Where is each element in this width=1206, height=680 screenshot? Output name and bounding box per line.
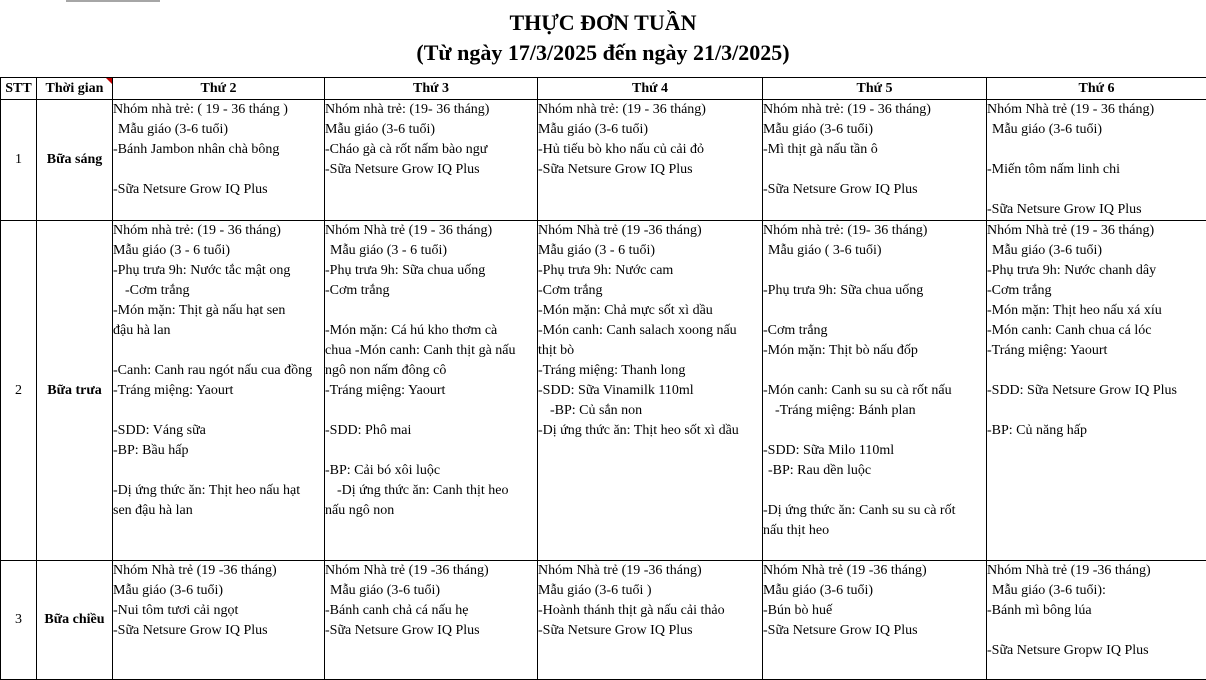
menu-line: -Bánh Jambon nhân chà bông (113, 140, 324, 160)
menu-line: -Món mặn: Thịt heo nấu xá xíu (987, 301, 1206, 321)
meal-name-cell[interactable]: Bữa chiều (37, 561, 113, 680)
menu-line: -BP: Rau dền luộc (763, 461, 986, 481)
menu-line: -SDD: Sữa Netsure Grow IQ Plus (987, 381, 1206, 401)
menu-line: -Hoành thánh thịt gà nấu cải thảo (538, 601, 762, 621)
menu-line: -Sữa Netsure Grow IQ Plus (325, 621, 537, 641)
header-day[interactable]: Thứ 5 (763, 78, 987, 100)
menu-line: Mẫu giáo (3-6 tuổi) (763, 120, 986, 140)
menu-line (763, 261, 986, 281)
menu-line: -Món mặn: Chả mực sốt xì dầu (538, 301, 762, 321)
menu-line: -Sữa Netsure Gropw IQ Plus (987, 641, 1206, 661)
menu-line (113, 401, 324, 421)
header-time-label: Thời gian (46, 81, 104, 96)
menu-line: -Tráng miệng: Thanh long (538, 361, 762, 381)
menu-line: -Mì thịt gà nấu tần ô (763, 140, 986, 160)
menu-line: Nhóm nhà trẻ: (19 - 36 tháng) (763, 100, 986, 120)
menu-line: -Phụ trưa 9h: Sữa chua uống (763, 281, 986, 301)
menu-line (987, 621, 1206, 641)
meal-name-cell[interactable]: Bữa sáng (37, 100, 113, 221)
menu-line: Mẫu giáo (3-6 tuổi) (325, 581, 537, 601)
menu-line: Nhóm Nhà trẻ (19 -36 tháng) (538, 561, 762, 581)
header-day[interactable]: Thứ 3 (325, 78, 538, 100)
menu-line: -Sữa Netsure Grow IQ Plus (113, 621, 324, 641)
menu-cell[interactable] (325, 561, 538, 680)
menu-line: -Dị ứng thức ăn: Canh thịt heo (325, 481, 537, 501)
menu-line (113, 461, 324, 481)
header-day[interactable]: Thứ 6 (987, 78, 1206, 100)
menu-line: -Cơm trắng (987, 281, 1206, 301)
menu-line: Mẫu giáo (3 - 6 tuổi) (113, 241, 324, 261)
menu-line: Mẫu giáo (3-6 tuổi) (987, 241, 1206, 261)
menu-line (325, 301, 537, 321)
menu-line: -Món canh: Canh chua cá lóc (987, 321, 1206, 341)
menu-line: -Sữa Netsure Grow IQ Plus (538, 621, 762, 641)
menu-line: Mẫu giáo (3-6 tuổi) (763, 581, 986, 601)
menu-line: -Tráng miệng: Yaourt (113, 381, 324, 401)
menu-line: nấu ngô non (325, 501, 537, 521)
menu-line: sen đậu hà lan (113, 501, 324, 521)
menu-line (113, 341, 324, 361)
menu-line: Mẫu giáo (3-6 tuổi): (987, 581, 1206, 601)
menu-line: -Sữa Netsure Grow IQ Plus (325, 160, 537, 180)
menu-line: Nhóm Nhà trẻ (19 -36 tháng) (113, 561, 324, 581)
header-day[interactable]: Thứ 2 (113, 78, 325, 100)
menu-line: -Cơm trắng (763, 321, 986, 341)
menu-line (763, 301, 986, 321)
menu-cell[interactable] (538, 221, 763, 561)
menu-line: Nhóm nhà trẻ: ( 19 - 36 tháng ) (113, 100, 324, 120)
page-title (0, 8, 1206, 68)
meal-row (1, 221, 1206, 561)
menu-line: -Tráng miệng: Yaourt (987, 341, 1206, 361)
menu-line: Mẫu giáo (3-6 tuổi ) (538, 581, 762, 601)
menu-line: -Sữa Netsure Grow IQ Plus (113, 180, 324, 200)
menu-line (325, 401, 537, 421)
menu-cell[interactable] (113, 100, 325, 221)
menu-line: -Bánh mì bông lúa (987, 601, 1206, 621)
menu-line: Nhóm Nhà trẻ (19 -36 tháng) (987, 561, 1206, 581)
menu-line: -Sữa Netsure Grow IQ Plus (763, 621, 986, 641)
menu-line: -Dị ứng thức ăn: Canh su su cà rốt (763, 501, 986, 521)
menu-line: -Tráng miệng: Yaourt (325, 381, 537, 401)
menu-line: thịt bò (538, 341, 762, 361)
menu-line: -Sữa Netsure Grow IQ Plus (538, 160, 762, 180)
menu-line: -Cơm trắng (538, 281, 762, 301)
menu-line: Mẫu giáo (3-6 tuổi) (325, 120, 537, 140)
menu-line (113, 160, 324, 180)
menu-cell[interactable] (113, 221, 325, 561)
menu-line: -Dị ứng thức ăn: Thịt heo nấu hạt (113, 481, 324, 501)
menu-cell[interactable] (325, 221, 538, 561)
menu-line: -Cơm trắng (325, 281, 537, 301)
menu-cell[interactable] (113, 561, 325, 680)
menu-line: Nhóm nhà trẻ: (19- 36 tháng) (325, 100, 537, 120)
menu-line: -Món canh: Canh su su cà rốt nấu (763, 381, 986, 401)
menu-line: -Bánh canh chả cá nấu hẹ (325, 601, 537, 621)
menu-line: -SDD: Sữa Vinamilk 110ml (538, 381, 762, 401)
title-line-1: THỰC ĐƠN TUẦN (0, 8, 1206, 38)
stt-cell[interactable]: 1 (1, 100, 37, 221)
menu-line: -Hủ tiếu bò kho nấu củ cải đỏ (538, 140, 762, 160)
menu-line: Nhóm Nhà trẻ (19 -36 tháng) (763, 561, 986, 581)
menu-line: -SDD: Váng sữa (113, 421, 324, 441)
menu-line: Nhóm Nhà trẻ (19 -36 tháng) (538, 221, 762, 241)
menu-line: Nhóm nhà trẻ: (19 - 36 tháng) (113, 221, 324, 241)
menu-line: -Nui tôm tươi cải ngọt (113, 601, 324, 621)
header-stt[interactable]: STT (1, 78, 37, 100)
menu-line: Nhóm Nhà trẻ (19 - 36 tháng) (987, 221, 1206, 241)
menu-cell[interactable] (987, 561, 1206, 680)
menu-line: -Món mặn: Cá hú kho thơm cà (325, 321, 537, 341)
menu-line (987, 140, 1206, 160)
top-scroll-indicator (66, 0, 160, 2)
menu-cell[interactable] (763, 221, 987, 561)
menu-line (763, 361, 986, 381)
menu-line: chua -Món canh: Canh thịt gà nấu (325, 341, 537, 361)
menu-line: -Sữa Netsure Grow IQ Plus (987, 200, 1206, 220)
menu-line: Mẫu giáo (3-6 tuổi) (113, 581, 324, 601)
menu-line: -Món canh: Canh salach xoong nấu (538, 321, 762, 341)
menu-line: Nhóm Nhà trẻ (19 - 36 tháng) (987, 100, 1206, 120)
menu-line: -Sữa Netsure Grow IQ Plus (763, 180, 986, 200)
header-time[interactable] (37, 78, 113, 100)
menu-line: -Phụ trưa 9h: Nước cam (538, 261, 762, 281)
menu-line: -Phụ trưa 9h: Sữa chua uống (325, 261, 537, 281)
menu-line (763, 481, 986, 501)
menu-cell[interactable] (538, 100, 763, 221)
menu-line: -Tráng miệng: Bánh plan (763, 401, 986, 421)
menu-line: -Canh: Canh rau ngót nấu cua đồng (113, 361, 324, 381)
header-row (1, 78, 1206, 100)
menu-line (987, 180, 1206, 200)
menu-line: -Bún bò huế (763, 601, 986, 621)
menu-line: Mẫu giáo (3 - 6 tuổi) (538, 241, 762, 261)
menu-cell[interactable] (987, 100, 1206, 221)
menu-line: Mẫu giáo (3-6 tuổi) (538, 120, 762, 140)
menu-line: -Cháo gà cà rốt nấm bào ngư (325, 140, 537, 160)
menu-line: -Món mặn: Thịt gà nấu hạt sen (113, 301, 324, 321)
comment-flag-icon[interactable] (106, 78, 112, 84)
menu-line: đậu hà lan (113, 321, 324, 341)
menu-line: Mẫu giáo ( 3-6 tuổi) (763, 241, 986, 261)
menu-line (763, 160, 986, 180)
menu-line: Nhóm Nhà trẻ (19 -36 tháng) (325, 561, 537, 581)
meal-row (1, 561, 1206, 680)
menu-line (987, 401, 1206, 421)
menu-line: Mẫu giáo (3 - 6 tuổi) (325, 241, 537, 261)
menu-line: -Phụ trưa 9h: Nước tắc mật ong (113, 261, 324, 281)
menu-line: -Phụ trưa 9h: Nước chanh dây (987, 261, 1206, 281)
menu-line (325, 441, 537, 461)
menu-line: -BP: Củ sắn non (538, 401, 762, 421)
menu-line: -Miến tôm nấm linh chi (987, 160, 1206, 180)
menu-line: Mẫu giáo (3-6 tuổi) (987, 120, 1206, 140)
menu-cell[interactable] (538, 561, 763, 680)
stt-cell[interactable]: 3 (1, 561, 37, 680)
menu-cell[interactable] (763, 561, 987, 680)
menu-line: Mẫu giáo (3-6 tuổi) (113, 120, 324, 140)
menu-line: Nhóm Nhà trẻ (19 - 36 tháng) (325, 221, 537, 241)
menu-line: -BP: Củ năng hấp (987, 421, 1206, 441)
menu-line: -BP: Cải bó xôi luộc (325, 461, 537, 481)
menu-cell[interactable] (763, 100, 987, 221)
menu-line (987, 361, 1206, 381)
menu-line: nấu thịt heo (763, 521, 986, 541)
menu-cell[interactable] (987, 221, 1206, 561)
meal-row (1, 100, 1206, 221)
menu-line: -Dị ứng thức ăn: Thịt heo sốt xì dầu (538, 421, 762, 441)
meal-name-cell[interactable]: Bữa trưa (37, 221, 113, 561)
menu-line: Nhóm nhà trẻ: (19- 36 tháng) (763, 221, 986, 241)
menu-line: ngô non nấm đông cô (325, 361, 537, 381)
title-line-2: (Từ ngày 17/3/2025 đến ngày 21/3/2025) (0, 38, 1206, 68)
menu-line: -SDD: Phô mai (325, 421, 537, 441)
menu-line: -Cơm trắng (113, 281, 324, 301)
menu-line: -SDD: Sữa Milo 110ml (763, 441, 986, 461)
weekly-menu-table (0, 77, 1206, 680)
menu-line (763, 421, 986, 441)
header-day[interactable]: Thứ 4 (538, 78, 763, 100)
menu-line: Nhóm nhà trẻ: (19 - 36 tháng) (538, 100, 762, 120)
stt-cell[interactable]: 2 (1, 221, 37, 561)
menu-cell[interactable] (325, 100, 538, 221)
menu-line: -BP: Bầu hấp (113, 441, 324, 461)
menu-line: -Món mặn: Thịt bò nấu đốp (763, 341, 986, 361)
